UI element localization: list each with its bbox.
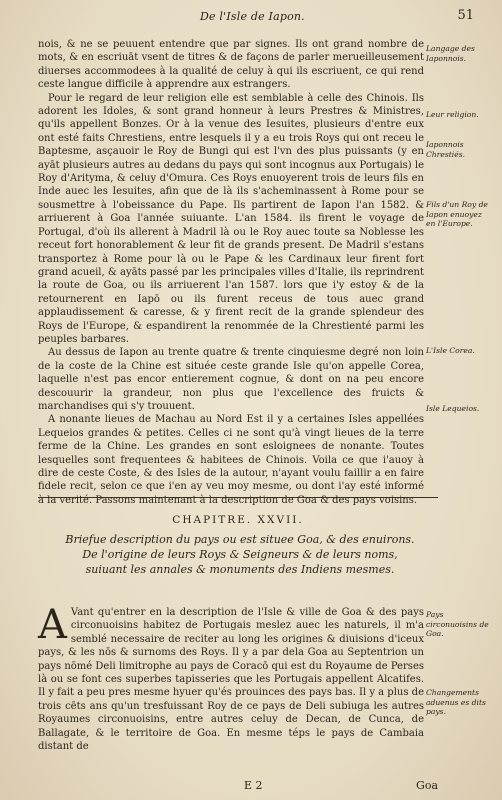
page-number: 51: [457, 8, 474, 23]
margin-note-pays-goa: Pays circonuoisins de Goa.: [426, 610, 489, 638]
chapter-subtitle: Briefue description du pays ou est situee Goa, & des enuirons. De l'origine de leurs Roys & Seigneurs & de leurs noms, suiuant les annales & monuments des Indiens mesmes.: [65, 533, 415, 576]
paragraph-language: nois, & ne se peuuent entendre que par signes. Ils ont grand nombre de mots, & en escriuāt vsent de titres & de façons de parler merueilleusement diuerses accommodees à la qualité de celuy à qui ils escriuent, ce qui rend ceste langue difficile à apprendre aux estrangers.: [38, 39, 424, 91]
catchword: Goa: [416, 779, 438, 792]
paragraph-goa-text: Vant qu'entrer en la description de l'Isle & ville de Goa & des pays circonuoisins habitez de Portugais meslez auec les naturels, il m'a semblé necessaire de reciter au long les origines & diuisions d'iceux pays, & les nōs & surnoms des Roys. Il y a par dela Goa au Septentrion un pays nōmé Deli limitrophe au pays de Coracō qui est du Royaume de Perses là ou se font ces superbes tapisseries que les Portugais appellent Alcatifes. Il y fait a peu pres mesme hyuer qu'és prouinces des pays bas. Il y a plus de trois cēts ans qu'un tresfuissant Roy de ce pays de Deli subiuga les autres Royaumes circonuoisins, entre autres celuy de Decan, de Cunca, de Ballagate, & le territoire de Goa. En mesme téps le pays de Cambaia distant de: [38, 607, 424, 753]
margin-note-fils-roy: Fils d'un Roy de Iapon enuoyez en l'Europe.: [426, 200, 488, 228]
margin-note-lequeios: Isle Lequeios.: [426, 404, 480, 413]
body-text-bottom: [38, 602, 424, 753]
paragraph-corea: Au dessus de Iapon au trente quatre & trente cinquiesme degré non loin de la coste de la Chine est située ceste grande Isle qu'on appelle Corea, laquelle n'est pas encor entierement cognue, & dont on na peu encore descouurir la grandeur, non plus que l'excellence des fruicts & marchandises qui s'y trouuent.: [38, 347, 424, 412]
margin-note-chrestiens: Iaponnois Chrestiés.: [426, 140, 466, 159]
page-header: [60, 8, 480, 30]
chapter-heading: CHAPITRE. XXVII.: [172, 514, 304, 526]
signature-mark: E 2: [244, 779, 263, 792]
margin-note-corea: L'Isle Corea.: [426, 346, 475, 355]
drop-cap: A: [38, 602, 67, 648]
margin-note-religion: Leur religion.: [426, 110, 479, 119]
paragraph-religion: Pour le regard de leur religion elle est semblable à celle des Chinois. Ils adorent les Idoles, & sont grand honneur à leurs Prestres & Ministres, qu'ils appellent Bonzes. Or à la venue des Iesuites, plusieurs d'entre eux ont esté faits Chrestiens, entre lesquels il y a eu trois Roys qui ont receu le Baptesme, asçauoir le Roy de Bungi qui est l'vn des plus puissants (y en ayāt plusieurs autres au dedans du pays qui sont incognus aux Portugais) le Roy d'Arityma, & celuy d'Omura. Ces Roys enuoyerent trois de leurs fils en Inde auec les Iesuites, afin que de là ils s'acheminassent à Rome pour se sousmettre à l'obeissance du Pape. Ils partirent de Iapon l'an 1582. & arriuerent à Goa l'année suiuante. L'an 1584. ils firent le voyage de Portugal, d'où ils allerent à Madril là ou le Roy auec toute sa Noblesse les receut fort honorablement & leur fit de grands present. De Madril s'estans transportez à Rome pour là ou le Pape & les Cardinaux leur firent fort grand acueil, & ayāts passé par les principales villes d'Italie, ils reprindrent la route de Goa, ou ils arriuerent l'an 1587. lors que i'y estoy & de la retournerent en Iapō ou ils furent receus de tous auec grand applaudissement & caresse, & y firent recit de la grande splendeur des Roys de l'Europe, & espandirent la renommée de la Chrestienté parmi les peuples barbares.: [38, 92, 424, 345]
section-divider: [38, 497, 438, 498]
paragraph-goa: [38, 602, 424, 753]
page-footer: [38, 779, 438, 793]
running-title: De l'Isle de Iapon.: [200, 10, 305, 23]
body-text-top: [38, 38, 424, 507]
margin-note-changements: Changements aduenus es dits pays.: [426, 688, 486, 716]
paragraph-lequeios: A nonante lieues de Machau au Nord Est il y a certaines Isles appellées Lequeios grandes & petites. Celles ci ne sont qu'à vingt lieues de la terre ferme de la Chine. Les grandes en sont esloignees de nonante. Toutes lesquelles sont frequentees & habitees de Chinois. Voila ce que i'auoy à dire de ceste Coste, & des Isles de la autour, n'ayant voulu faillir a en faire fidele recit, selon ce que i'en ay veu moy mesme, ou dont i'ay esté informé à la verité. Passons maintenant à la description de Goa & des pays voisins.: [38, 414, 424, 506]
margin-note-langage: Langage des Iaponnois.: [426, 44, 475, 63]
